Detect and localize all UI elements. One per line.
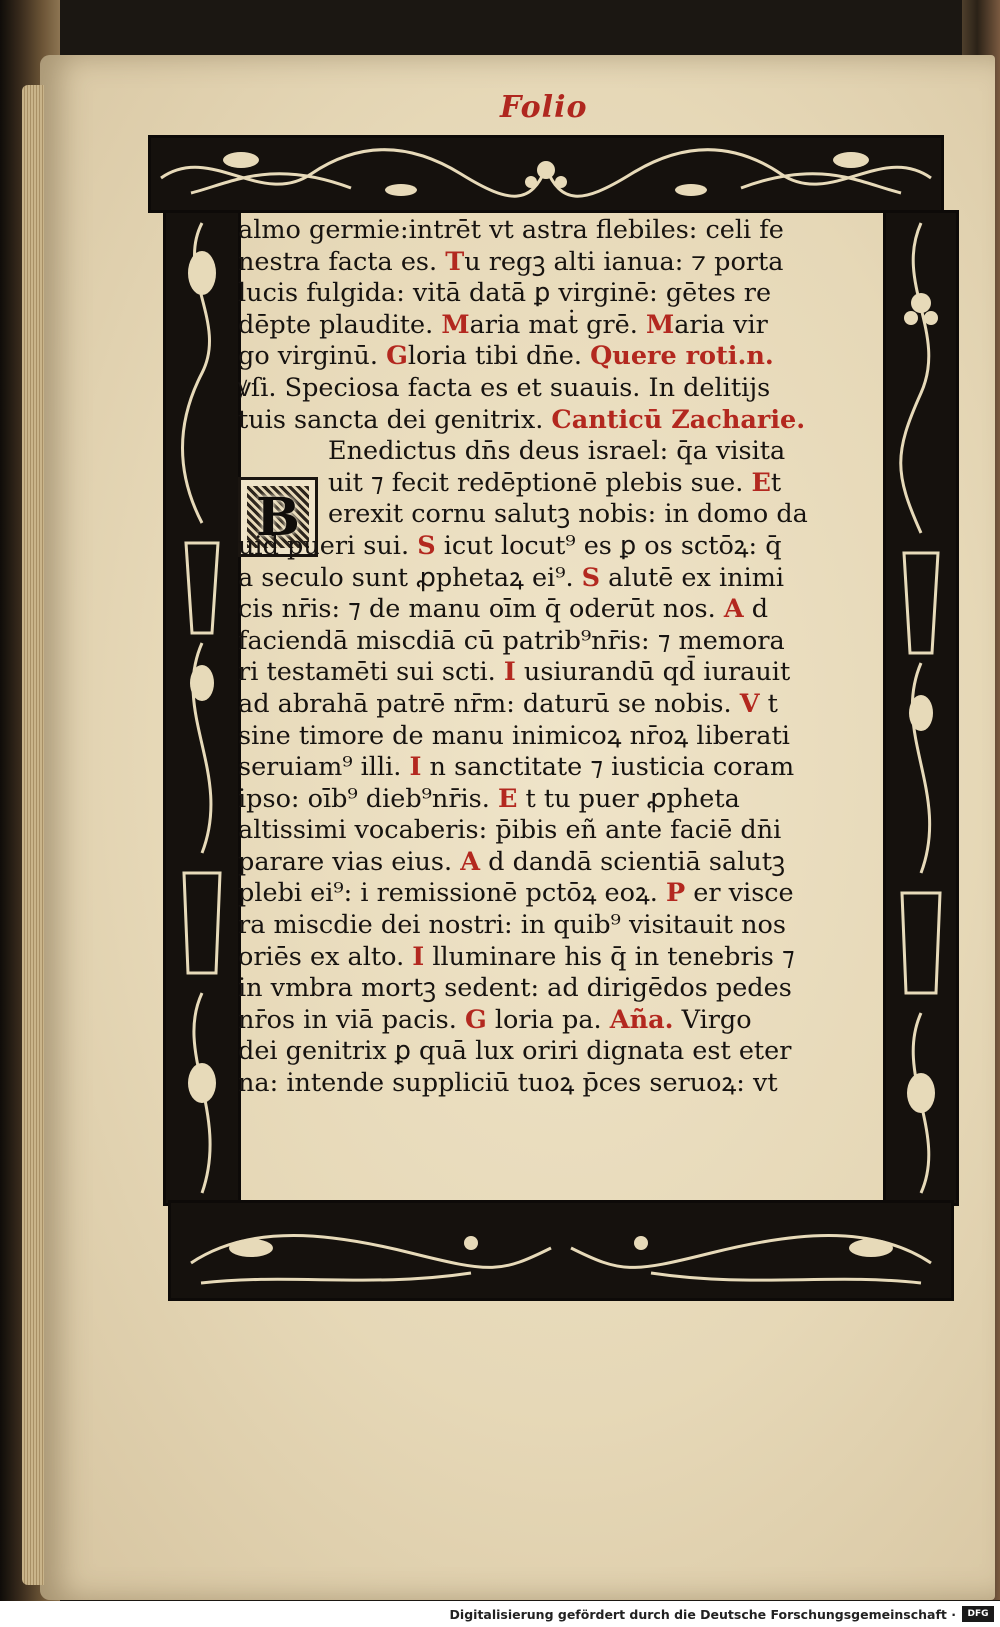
body-text: ꝟſi. Speciosa facta es et suauis. In delitijs (238, 372, 771, 403)
text-line (238, 436, 878, 468)
text-line (238, 847, 878, 879)
text-line (238, 689, 878, 721)
body-text: er visce (685, 878, 794, 909)
body-text: dei genitrix ꝑ quā lux oriri dignata est eter (238, 1036, 792, 1067)
body-text: sine timore de manu inimicoꝝ nr̄oꝝ liberati (238, 720, 790, 751)
text-line (238, 215, 878, 247)
folio-header: Folio (500, 90, 588, 125)
text-line (238, 1068, 878, 1100)
dolphin-ornament (171, 1203, 951, 1298)
bottom-ornament-band (168, 1200, 954, 1301)
initial-letter: B (256, 486, 300, 548)
body-text: Virgo (673, 1004, 752, 1035)
body-text: ri testamēti sui scti. (238, 657, 504, 688)
text-line (238, 1036, 878, 1068)
vine-scroll-ornament (151, 138, 941, 210)
rubric-text: M (645, 309, 675, 340)
rubric-text: I (412, 941, 425, 972)
text-line (238, 310, 878, 342)
body-text: erexit cornu salutꝫ nobis: in domo da (328, 499, 808, 530)
body-text: u regꝫ alti ianua: ⁊ porta (464, 246, 784, 277)
text-line (238, 405, 878, 437)
rubric-text: I (503, 657, 516, 688)
text-line (238, 499, 878, 531)
body-text: seruiam⁹ illi. (238, 752, 410, 783)
text-line (238, 973, 878, 1005)
body-text: alutē ex inimi (600, 562, 785, 593)
text-line (238, 594, 878, 626)
rubric-text: T (445, 246, 465, 277)
vase-column-ornament (886, 213, 956, 1203)
body-text: go virginū. (238, 341, 387, 372)
rubric-text: V (739, 688, 760, 719)
rubric-text: E (497, 783, 518, 814)
body-text: altissimi vocaberis: p̄ibis eñ ante faciē dn̄i (238, 815, 782, 846)
footer-credit: Digitalisierung gefördert durch die Deutsche Forschungsgemeinschaft · (449, 1607, 956, 1622)
dfg-logo: DFG (962, 1606, 994, 1622)
body-text: cis nr̄is: ⁊ de manu oīm q̄ oderūt nos. (238, 594, 724, 625)
body-text: ad abrahā patrē nr̄m: daturū se nobis. (238, 688, 740, 719)
body-text: parare vias eius. (238, 846, 461, 877)
vase-column-ornament (166, 213, 238, 1203)
rubric-text: S (581, 562, 601, 593)
rubric-text: A (460, 846, 481, 877)
text-line (238, 278, 878, 310)
body-text: uid pueri sui. (238, 530, 418, 561)
text-line (238, 721, 878, 753)
rubric-text: E (751, 467, 771, 498)
text-block (238, 215, 878, 1180)
right-ornament-column (883, 210, 959, 1206)
text-line (238, 563, 878, 595)
body-text: plebi ei⁹: i remissionē pctōꝝ eoꝝ. (238, 878, 666, 909)
body-text: t (759, 688, 778, 719)
body-text: nr̄os in viā pacis. (238, 1004, 465, 1035)
rubric-text: A (723, 594, 744, 625)
text-line (238, 468, 878, 500)
text-line (238, 626, 878, 658)
body-text: aria vir (674, 309, 768, 340)
rubric-text: I (409, 752, 422, 783)
rubric-text: Aña. (609, 1004, 674, 1035)
page-edges (22, 85, 44, 1585)
body-text: nestra facta es. (238, 246, 446, 277)
body-text: almo germie:intrēt vt astra flebiles: celi fe (238, 215, 784, 245)
text-line (238, 657, 878, 689)
footer-bar (0, 1601, 1000, 1627)
body-text: tuis sancta dei genitrix. (238, 404, 552, 435)
body-text: d dandā scientiā salutꝫ (480, 846, 786, 877)
text-line (238, 373, 878, 405)
body-text: t tu puer ꝓpheta (517, 783, 740, 814)
body-text: oriēs ex alto. (238, 941, 413, 972)
body-text: icut locut⁹ es ꝑ os sctōꝝ: q̄ (435, 530, 782, 561)
rubric-text: P (665, 878, 686, 909)
top-ornament-band (148, 135, 944, 213)
text-line (238, 784, 878, 816)
body-text: uit ⁊ fecit redēptionē plebis sue. (328, 467, 752, 498)
rubric-text: Quere roti.n. (590, 341, 774, 372)
body-text: ra miscdie dei nostri: in quib⁹ visitauit nos (238, 910, 786, 941)
body-text: lucis fulgida: vitā datā ꝑ virginē: gētes re (238, 278, 772, 309)
text-line (238, 341, 878, 373)
rubric-text: Canticū Zacharie. (551, 404, 806, 435)
rubric-text: G (464, 1004, 487, 1035)
rubric-text: M (441, 309, 470, 340)
body-text: d (743, 594, 769, 625)
text-line (238, 878, 878, 910)
rubric-text: S (417, 530, 436, 561)
text-line (238, 1005, 878, 1037)
text-line (238, 942, 878, 974)
text-line (238, 247, 878, 279)
text-line (238, 531, 878, 563)
body-text: t (770, 467, 782, 498)
body-text: faciendā miscdiā cū patrib⁹nr̄is: ⁊ memora (238, 625, 785, 656)
body-text: lluminare his q̄ in tenebris ⁊ (424, 941, 795, 972)
body-text: in vmbra mortꝫ sedent: ad dirigēdos pedes (238, 973, 792, 1004)
body-text: na: intende suppliciū tuoꝝ p̄ces seruoꝝ: vt (238, 1068, 778, 1099)
text-line (238, 752, 878, 784)
body-text: a seculo sunt ꝓphetaꝝ ei⁹. (238, 562, 582, 593)
body-text: ipso: oīb⁹ dieb⁹nr̄is. (238, 783, 498, 814)
body-text: Enedictus dn̄s deus israel: q̄a visita (328, 436, 786, 467)
body-text: aria maṫ grē. (469, 309, 646, 340)
body-text: n sanctitate ⁊ iusticia coram (421, 752, 795, 783)
body-text: loria pa. (486, 1004, 610, 1035)
body-text: usiurandū qd̄ iurauit (515, 657, 791, 688)
text-line (238, 910, 878, 942)
rubric-text: G (386, 341, 408, 372)
left-ornament-column (163, 210, 241, 1206)
text-line (238, 815, 878, 847)
body-text: loria tibi dn̄e. (407, 341, 591, 372)
body-text: dēpte plaudite. (238, 309, 442, 340)
